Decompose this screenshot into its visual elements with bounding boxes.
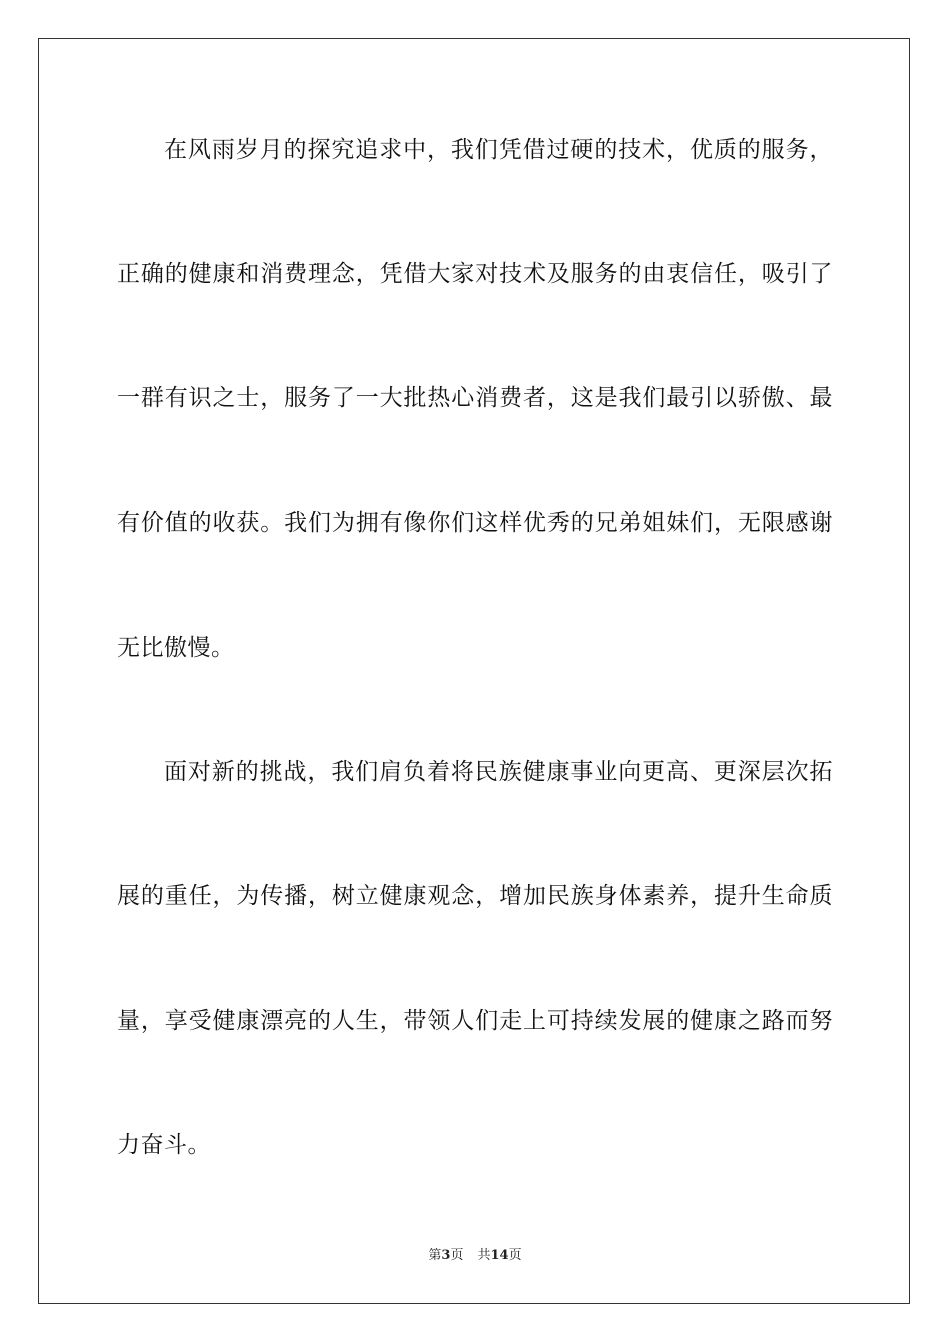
paragraph-2-line-3: 量，享受健康漂亮的人生，带领人们走上可持续发展的健康之路而努 <box>117 1008 833 1034</box>
paragraph-1-line-1: 在风雨岁月的探究追求中，我们凭借过硬的技术，优质的服务， <box>164 137 833 163</box>
total-label-suffix: 页 <box>508 1248 522 1263</box>
total-label-prefix: 共 <box>477 1248 491 1263</box>
paragraph-1-line-5: 无比傲慢。 <box>117 635 235 661</box>
paragraph-1-line-3: 一群有识之士，服务了一大批热心消费者，这是我们最引以骄傲、最 <box>117 385 833 411</box>
page-number: 3 <box>441 1248 451 1263</box>
paragraph-2-line-4: 力奋斗。 <box>117 1132 211 1158</box>
page-label-suffix: 页 <box>450 1248 464 1263</box>
paragraph-1-line-4: 有价值的收获。我们为拥有像你们这样优秀的兄弟姐妹们，无限感谢 <box>117 510 833 536</box>
page-label-prefix: 第 <box>428 1248 442 1263</box>
paragraph-2-line-1: 面对新的挑战，我们肩负着将民族健康事业向更高、更深层次拓 <box>164 759 833 785</box>
paragraph-1-line-2: 正确的健康和消费理念，凭借大家对技术及服务的由衷信任，吸引了 <box>117 261 833 287</box>
total-pages: 14 <box>490 1248 509 1263</box>
page-border <box>38 38 910 1304</box>
page-footer <box>0 1247 950 1265</box>
paragraph-2-line-2: 展的重任，为传播，树立健康观念，增加民族身体素养，提升生命质 <box>117 883 833 909</box>
